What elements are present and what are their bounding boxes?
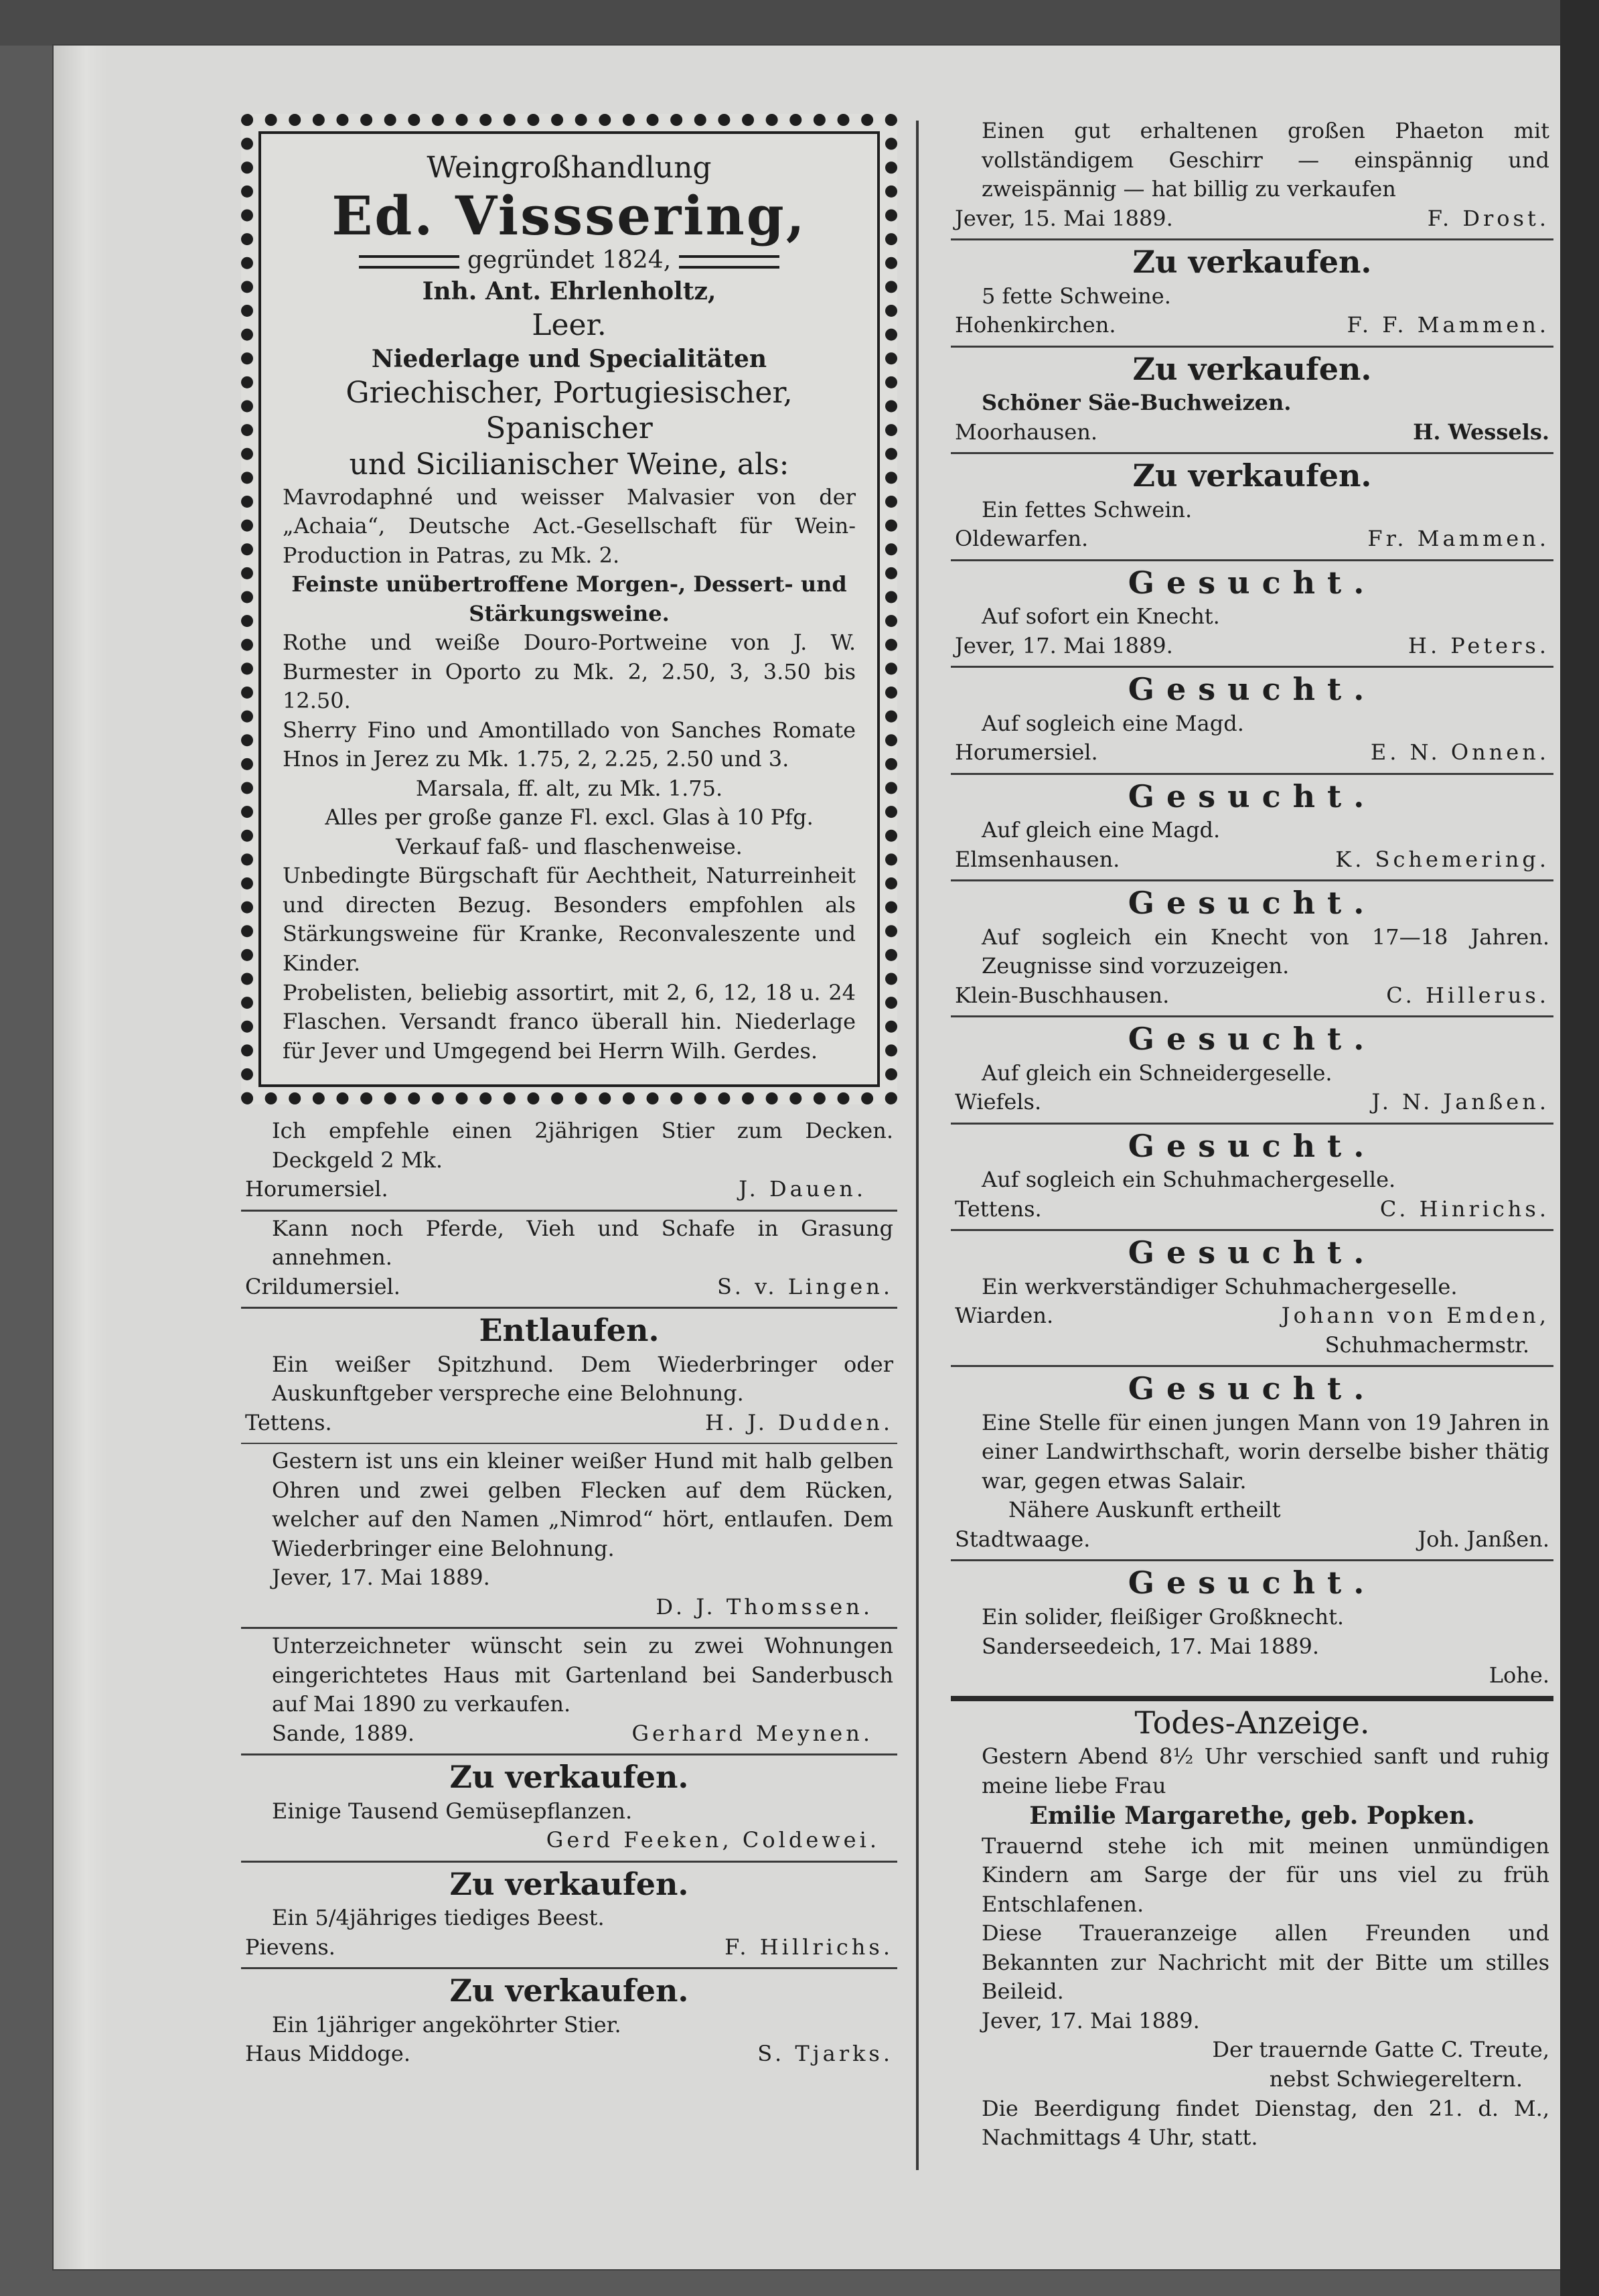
ad-text: Auf sofort ein Knecht. — [982, 603, 1220, 630]
ad-name: H. Wessels. — [1413, 419, 1549, 445]
ad-signature-row — [245, 1933, 893, 1962]
death-notice-intro: Gestern Abend 8½ Uhr verschied sanft und ruhig meine liebe Frau — [982, 1743, 1549, 1798]
wine-ad-p3: Rothe und weiße Douro-Portweine von J. W. Burmester in Oporto zu Mk. 2, 2.50, 3, 3.50 bis 12.50. — [283, 630, 856, 714]
death-notice-date: Jever, 17. Mai 1889. — [982, 2007, 1200, 2033]
ad-gesucht-4 — [951, 881, 1553, 1017]
ad-name: E. N. Onnen. — [1370, 739, 1549, 766]
right-column — [951, 114, 1553, 2158]
ad-place: Pievens. — [245, 1934, 335, 1960]
ad-signature-row — [955, 1088, 1549, 1117]
ad-name: S. Tjarks. — [757, 2041, 893, 2067]
ad-signature-row — [955, 845, 1549, 875]
wine-ad-kind: Weingroßhandlung — [427, 151, 712, 185]
ad-place: Wiarden. — [955, 1303, 1054, 1329]
ad-place: Jever, 17. Mai 1889. — [955, 632, 1173, 658]
ad-name: K. Schemering. — [1335, 846, 1549, 872]
ad-place: Moorhausen. — [955, 419, 1098, 445]
ad-place: Stadtwaage. — [955, 1526, 1091, 1552]
death-notice-signature: Der trauernde Gatte C. Treute, — [1212, 2037, 1549, 2063]
section-heading: Zu verkaufen. — [449, 1972, 689, 2009]
wine-ad-p7: Verkauf faß- und flaschenweise. — [396, 833, 743, 859]
ad-name: Lohe. — [1489, 1662, 1549, 1689]
left-column — [241, 114, 897, 2074]
wine-ad-p6: Alles per große ganze Fl. excl. Glas à 10 Pfg. — [325, 804, 814, 831]
ad-signature-row — [245, 1719, 893, 1749]
section-heading: Zu verkaufen. — [1132, 244, 1372, 281]
section-heading: Gesucht. — [1128, 564, 1377, 601]
section-heading: Zu verkaufen. — [449, 1759, 689, 1796]
ad-signature-row — [955, 204, 1549, 234]
death-notice — [951, 1701, 1553, 2158]
ad-signature-row — [245, 1175, 893, 1204]
wine-ad-founded: gegründet 1824, — [467, 246, 672, 274]
ad-name: Gerhard Meynen. — [631, 1720, 873, 1746]
ad-name: S. v. Lingen. — [716, 1273, 893, 1299]
wine-ad-countries: Griechischer, Portugiesischer, Spanischer — [346, 375, 793, 446]
ad-date: Jever, 17. Mai 1889. — [272, 1565, 490, 1591]
ad-name: Johann von Emden, — [1281, 1303, 1549, 1329]
ad-zu-verkaufen-r1 — [951, 240, 1553, 348]
ad-text: Ich empfehle einen 2jährigen Stier zum Decken. Deckgeld 2 Mk. — [272, 1118, 893, 1173]
ad-signature-row — [955, 1195, 1549, 1224]
ad-text: Ein werkverständiger Schuhmachergeselle. — [982, 1273, 1458, 1299]
section-heading: Gesucht. — [1128, 778, 1377, 814]
ad-place: Crildumersiel. — [245, 1273, 400, 1299]
ad-place: Horumersiel. — [955, 739, 1098, 766]
ad-place: Klein-Buschhausen. — [955, 982, 1170, 1008]
scan-background-right — [1560, 0, 1599, 2296]
ad-name: D. J. Thomssen. — [656, 1593, 873, 1620]
wine-ad-p5: Marsala, ff. alt, zu Mk. 1.75. — [415, 775, 723, 801]
ad-text: Auf sogleich ein Knecht von 17—18 Jahren. Zeugnisse sind vorzuzeigen. — [982, 924, 1549, 979]
ad-text: Einen gut erhaltenen großen Phaeton mit vollständigem Geschirr — einspännig und zweispännig — hat billig zu verkaufen — [982, 118, 1549, 202]
wine-ad-subtitle: Niederlage und Specialitäten — [371, 344, 767, 373]
ad-text: Einige Tausend Gemüsepflanzen. — [272, 1798, 633, 1824]
ad-text: Gestern ist uns ein kleiner weißer Hund mit halb gelben Ohren und zwei gelben Flecken auf dem Rücken, welcher auf den Namen „Nimrod“ hört, entlaufen. Dem Wiederbringer eine Belohnung. — [272, 1448, 893, 1561]
wine-ad-founded-row — [283, 245, 856, 277]
section-heading: Zu verkaufen. — [1132, 350, 1372, 387]
ad-name: J. N. Janßen. — [1371, 1089, 1549, 1115]
section-heading: Gesucht. — [1128, 1127, 1377, 1164]
section-heading: Todes-Anzeige. — [1134, 1704, 1370, 1741]
column-rule — [916, 121, 919, 2170]
wine-ad-p9: Probelisten, beliebig assortirt, mit 2, 6, 12, 18 u. 24 Flaschen. Versandt franco überall hin. Niederlage für Jever und Umgegend bei Herrn Wilh. Gerdes. — [283, 979, 856, 1064]
ad-text: Kann noch Pferde, Vieh und Schafe in Grasung annehmen. — [272, 1215, 893, 1271]
ad-signature-row — [245, 2039, 893, 2069]
scan-background-top — [0, 0, 1599, 46]
wine-ad-town: Leer. — [532, 308, 607, 343]
ad-place: Sanderseedeich, 17. Mai 1889. — [982, 1633, 1320, 1659]
section-heading: Gesucht. — [1128, 885, 1377, 922]
ad-signature-row — [245, 1409, 893, 1438]
section-heading: Zu verkaufen. — [1132, 457, 1372, 494]
ad-text: 5 fette Schweine. — [982, 283, 1171, 309]
ad-text: Schöner Säe-Buchweizen. — [982, 390, 1292, 416]
section-heading: Gesucht. — [1128, 1565, 1377, 1601]
section-heading: Gesucht. — [1128, 1021, 1377, 1058]
ad-place: Jever, 15. Mai 1889. — [955, 205, 1173, 231]
ad-place: Oldewarfen. — [955, 526, 1089, 552]
ad-text: Unterzeichneter wünscht sein zu zwei Wohnungen eingerichtetes Haus mit Gartenland bei Sanderbusch auf Mai 1890 zu verkaufen. — [272, 1633, 893, 1717]
ad-name: J. Dauen. — [739, 1176, 866, 1202]
ad-place: Tettens. — [955, 1196, 1042, 1222]
ad-gesucht-8 — [951, 1367, 1553, 1561]
ad-place: Sande, 1889. — [272, 1720, 414, 1746]
ad-zu-verkaufen-1 — [241, 1755, 897, 1863]
ad-name: F. F. Mammen. — [1347, 312, 1549, 338]
ad-gesucht-9 — [951, 1561, 1553, 1701]
ad-name: Gerd Feeken, Coldewei. — [546, 1827, 880, 1853]
ad-place: Horumersiel. — [245, 1176, 388, 1202]
ad-text: Auf sogleich eine Magd. — [982, 710, 1244, 736]
ad-phaeton — [951, 114, 1553, 240]
ad-gesucht-2 — [951, 668, 1553, 775]
ad-name: F. Drost. — [1427, 205, 1549, 231]
ad-gesucht-1 — [951, 561, 1553, 668]
ad-name: Joh. Janßen. — [1418, 1526, 1549, 1552]
wine-ad-firm: Ed. Visssering, — [331, 184, 807, 247]
ad-text: Auf gleich eine Magd. — [982, 817, 1221, 843]
section-heading: Gesucht. — [1128, 671, 1377, 708]
page-gutter — [54, 46, 107, 2269]
wine-ad-p2: Feinste unübertroffene Morgen-, Dessert- und Stärkungsweine. — [291, 571, 847, 626]
ad-signature-row — [955, 981, 1549, 1011]
wine-ad-p8: Unbedingte Bürgschaft für Aechtheit, Naturreinheit und directen Bezug. Besonders empfohlen als Stärkungsweine für Kranke, Reconvaleszente und Kinder. — [283, 863, 856, 976]
ad-text: Auf sogleich ein Schuhmachergeselle. — [982, 1167, 1396, 1193]
ad-name: H. J. Dudden. — [705, 1409, 893, 1435]
ad-zu-verkaufen-r2 — [951, 348, 1553, 455]
ad-text: Auf gleich ein Schneidergeselle. — [982, 1060, 1332, 1086]
ad-signature-row — [955, 311, 1549, 340]
death-notice-p3: Diese Traueranzeige allen Freunden und Bekannten zur Nachricht mit der Bitte um stilles Beileid. — [982, 1920, 1549, 2005]
ad-text: Eine Stelle für einen jungen Mann von 19 Jahren in einer Landwirthschaft, worin derselbe bisher thätig war, gegen etwas Salair. — [982, 1409, 1549, 1494]
ad-signature-row — [955, 418, 1549, 447]
ad-grasung — [241, 1212, 897, 1309]
ad-name: C. Hillerus. — [1386, 982, 1549, 1008]
ad-gesucht-3 — [951, 775, 1553, 882]
section-heading: Entlaufen. — [479, 1312, 660, 1349]
double-rule — [359, 255, 459, 269]
ad-signature-row — [955, 524, 1549, 554]
death-notice-funeral: Die Beerdigung findet Dienstag, den 21. d. M., Nachmittags 4 Uhr, statt. — [982, 2095, 1549, 2151]
ad-signature-row — [955, 1301, 1549, 1331]
double-rule — [679, 255, 779, 269]
ad-text: Ein fettes Schwein. — [982, 496, 1193, 522]
ad-signature-row — [955, 738, 1549, 768]
ad-signature-row — [955, 632, 1549, 661]
ad-gesucht-5 — [951, 1017, 1553, 1125]
ad-name: Fr. Mammen. — [1367, 526, 1549, 552]
section-heading: Gesucht. — [1128, 1370, 1377, 1407]
ad-stier — [241, 1114, 897, 1212]
ad-zu-verkaufen-r3 — [951, 454, 1553, 561]
ad-haus — [241, 1629, 897, 1755]
wine-ad-owner: Inh. Ant. Ehrlenholtz, — [422, 277, 716, 306]
ad-text: Ein solider, fleißiger Großknecht. — [982, 1603, 1345, 1630]
death-notice-signature-2: nebst Schwiegereltern. — [1269, 2066, 1523, 2092]
ad-gesucht-7 — [951, 1231, 1553, 1367]
ad-entlaufen-2 — [241, 1444, 897, 1629]
death-notice-name: Emilie Margarethe, geb. Popken. — [1029, 1802, 1475, 1831]
ad-info: Nähere Auskunft ertheilt — [1008, 1497, 1281, 1523]
ad-gesucht-6 — [951, 1125, 1553, 1232]
ad-name: H. Peters. — [1408, 632, 1549, 658]
ad-name: C. Hinrichs. — [1379, 1196, 1549, 1222]
ad-text: Ein 5/4jähriges tiediges Beest. — [272, 1905, 605, 1931]
ad-title: Schuhmachermstr. — [1324, 1332, 1529, 1358]
ad-entlaufen-1 — [241, 1309, 897, 1444]
ad-name: F. Hillrichs. — [725, 1934, 893, 1960]
ad-place: Elmsenhausen. — [955, 846, 1120, 872]
section-heading: Gesucht. — [1128, 1234, 1377, 1271]
ad-zu-verkaufen-2 — [241, 1863, 897, 1970]
ad-text: Ein 1jähriger angeköhrter Stier. — [272, 2011, 621, 2037]
ad-place: Hohenkirchen. — [955, 312, 1116, 338]
ad-signature-row — [245, 1273, 893, 1302]
wine-advertisement — [241, 114, 897, 1104]
ad-place: Tettens. — [245, 1409, 332, 1435]
section-heading: Zu verkaufen. — [449, 1865, 689, 1902]
death-notice-p2: Trauernd stehe ich mit meinen unmündigen Kindern am Sarge der für uns viel zu früh Entschlafenen. — [982, 1833, 1549, 1917]
ad-place: Wiefels. — [955, 1089, 1042, 1115]
ad-text: Ein weißer Spitzhund. Dem Wiederbringer oder Auskunftgeber verspreche eine Belohnung. — [272, 1351, 893, 1407]
wine-ad-p1: Mavrodaphné und weisser Malvasier von der „Achaia“, Deutsche Act.-Gesellschaft für Wein-Production in Patras, zu Mk. 2. — [283, 484, 856, 568]
ad-place: Haus Middoge. — [245, 2041, 411, 2067]
ad-zu-verkaufen-3 — [241, 1969, 897, 2074]
ad-signature-row — [955, 1525, 1549, 1555]
wine-ad-p4: Sherry Fino und Amontillado von Sanches Romate Hnos in Jerez zu Mk. 1.75, 2, 2.25, 2.50 und 3. — [283, 717, 856, 772]
wine-ad-countries-2: und Sicilianischer Weine, als: — [349, 447, 789, 482]
